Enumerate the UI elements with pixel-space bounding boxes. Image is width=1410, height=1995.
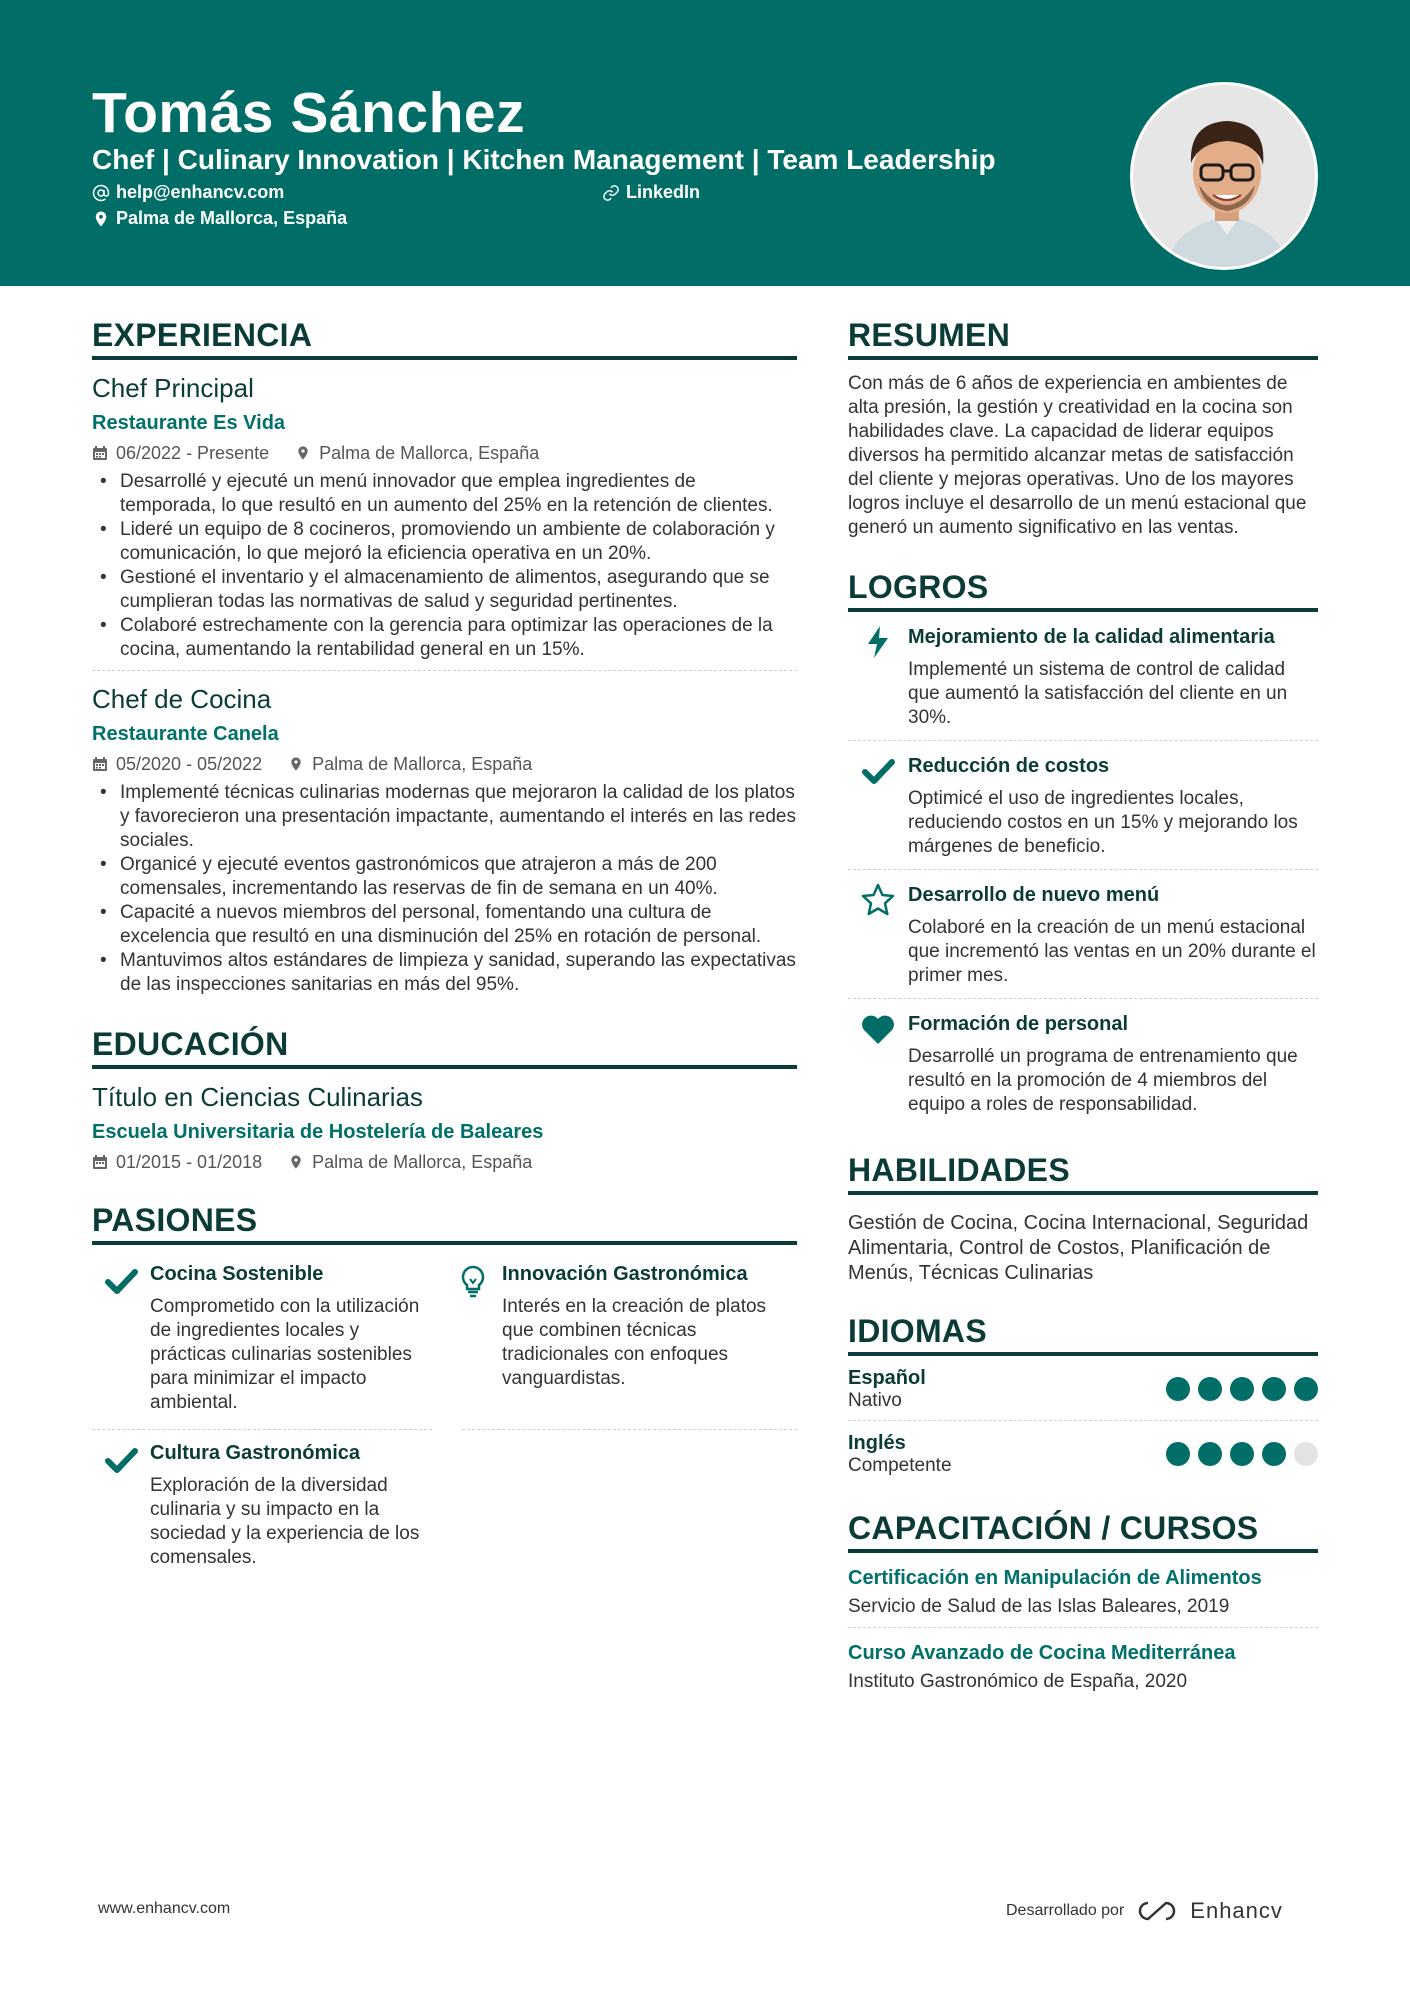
course-provider: Instituto Gastronómico de España, 2020 — [848, 1671, 1188, 1692]
rating-dot — [1294, 1442, 1318, 1466]
bullet-item: • Lideré un equipo de 8 cocineros, promoviendo un ambiente de colaboración y comunicación, lo que mejoró la eficiencia operativa en un 20%. — [92, 518, 797, 566]
map-pin-icon — [288, 756, 304, 772]
rating-dot — [1262, 1442, 1286, 1466]
language-name: Español — [848, 1367, 926, 1389]
achievement-title: Desarrollo de nuevo menú — [908, 884, 1160, 906]
powered-by-text: Desarrollado por — [1006, 1902, 1125, 1919]
job-company: Restaurante Canela — [92, 723, 279, 745]
language-name: Inglés — [848, 1432, 906, 1454]
course-title: Curso Avanzado de Cocina Mediterránea — [848, 1642, 1236, 1664]
achievement-item — [848, 741, 1318, 870]
language-item — [848, 1421, 1318, 1485]
language-rating — [1166, 1442, 1318, 1466]
achievement-desc: Implementé un sistema de control de calidad que aumentó la satisfacción del cliente en un 30%. — [908, 659, 1288, 728]
job-dates: 05/2020 - 05/2022 — [116, 754, 263, 774]
passions-title: PASIONES — [92, 1201, 797, 1245]
rating-dot — [1230, 1442, 1254, 1466]
passion-item — [92, 1251, 444, 1429]
languages-title: IDIOMAS — [848, 1312, 1318, 1356]
lightning-icon — [860, 624, 896, 660]
location-text: Palma de Mallorca, España — [116, 208, 348, 228]
achievement-title: Mejoramiento de la calidad alimentaria — [908, 626, 1275, 648]
achievement-desc: Colaboré en la creación de un menú estacional que incrementó las ventas en un 20% durante el primer mes. — [908, 917, 1316, 986]
skills-section — [848, 1151, 1318, 1286]
passion-title: Cultura Gastronómica — [150, 1442, 361, 1464]
at-icon — [92, 184, 110, 202]
job-entry — [92, 372, 797, 671]
check-icon — [860, 753, 896, 789]
link-icon — [602, 184, 620, 202]
course-item — [848, 1628, 1318, 1702]
education-section — [92, 1025, 797, 1173]
candidate-name: Tomás Sánchez — [92, 81, 526, 145]
bullet-item: • Gestioné el inventario y el almacenamiento de alimentos, asegurando que se cumplieran todas las normativas de salud y seguridad pertinentes. — [92, 566, 797, 614]
bullet-item: • Implementé técnicas culinarias modernas que mejoraron la calidad de los platos y favorecieron una presentación impactante, aumentando el interés en las redes sociales. — [92, 781, 797, 853]
profile-photo — [1130, 82, 1318, 270]
degree: Título en Ciencias Culinarias — [92, 1082, 423, 1112]
education-title: EDUCACIÓN — [92, 1025, 797, 1069]
brand-name: Enhancv — [1190, 1898, 1283, 1923]
rating-dot — [1198, 1442, 1222, 1466]
rating-dot — [1294, 1377, 1318, 1401]
job-bullets — [92, 781, 797, 997]
job-bullets — [92, 470, 797, 662]
skills-text: Gestión de Cocina, Cocina Internacional, Seguridad Alimentaria, Control de Costos, Planificación de Menús, Técnicas Culinarias — [848, 1212, 1309, 1284]
course-item — [848, 1553, 1318, 1628]
experience-section — [92, 316, 797, 997]
passion-desc: Exploración de la diversidad culinaria y su impacto en la sociedad y la experiencia de los comensales. — [150, 1475, 420, 1568]
calendar-icon — [92, 445, 108, 461]
location-contact — [92, 208, 347, 229]
calendar-icon — [92, 756, 108, 772]
passion-title: Innovación Gastronómica — [502, 1263, 748, 1285]
rating-dot — [1166, 1377, 1190, 1401]
avatar-illustration — [1133, 85, 1318, 270]
bullet-item: • Capacité a nuevos miembros del personal, fomentando una cultura de excelencia que resultó en una disminución del 25% en rotación de personal. — [92, 901, 797, 949]
bullet-item: • Desarrollé y ejecuté un menú innovador que emplea ingredientes de temporada, lo que resultó en un aumento del 25% en la retención de clientes. — [92, 470, 797, 518]
summary-text: Con más de 6 años de experiencia en ambientes de alta presión, la gestión y creatividad en la cocina son habilidades clave. La capacidad de liderar equipos diversos ha permitido alcanzar metas de satisfacción del cliente y mejoras operativas. Uno de los mayores logros incluye el desarrollo de un menú estacional que generó un aumento significativo en las ventas. — [848, 373, 1307, 538]
check-icon — [103, 1442, 139, 1478]
language-level: Nativo — [848, 1390, 902, 1411]
passion-item — [92, 1430, 444, 1584]
job-location: Palma de Mallorca, España — [319, 443, 540, 463]
bullet-item: • Organicé y ejecuté eventos gastronómicos que atrajeron a más de 200 comensales, incrementando las reservas de fin de semana en un 40%. — [92, 853, 797, 901]
achievement-desc: Optimicé el uso de ingredientes locales, reduciendo costos en un 15% y mejorando los márgenes de beneficio. — [908, 788, 1298, 857]
map-pin-icon — [288, 1154, 304, 1170]
lightbulb-icon — [455, 1263, 491, 1299]
heart-icon — [860, 1011, 896, 1047]
linkedin-text: LinkedIn — [626, 182, 701, 202]
footer-branding[interactable] — [1006, 1898, 1283, 1924]
passion-title: Cocina Sostenible — [150, 1263, 324, 1285]
education-dates: 01/2015 - 01/2018 — [116, 1152, 263, 1172]
star-icon — [860, 882, 896, 918]
job-location: Palma de Mallorca, España — [312, 754, 533, 774]
courses-title: CAPACITACIÓN / CURSOS — [848, 1509, 1318, 1553]
achievements-section — [848, 568, 1318, 1127]
enhancv-logo-icon — [1134, 1899, 1180, 1923]
language-item — [848, 1356, 1318, 1421]
passion-desc: Interés en la creación de platos que combinen técnicas tradicionales con enfoques vanguardistas. — [502, 1296, 767, 1389]
achievements-title: LOGROS — [848, 568, 1318, 612]
calendar-icon — [92, 1154, 108, 1170]
job-role: Chef Principal — [92, 373, 254, 403]
education-location: Palma de Mallorca, España — [312, 1152, 533, 1172]
language-rating — [1166, 1377, 1318, 1401]
school: Escuela Universitaria de Hostelería de Baleares — [92, 1121, 544, 1143]
rating-dot — [1262, 1377, 1286, 1401]
bullet-item: • Mantuvimos altos estándares de limpieza y sanidad, superando las expectativas de las inspecciones sanitarias en más del 95%. — [92, 949, 797, 997]
bullet-item: • Colaboré estrechamente con la gerencia para optimizar las operaciones de la cocina, aumentando la rentabilidad general en un 15%. — [92, 614, 797, 662]
achievement-title: Reducción de costos — [908, 755, 1110, 777]
linkedin-link[interactable] — [602, 182, 700, 203]
job-role: Chef de Cocina — [92, 684, 272, 714]
achievement-item — [848, 612, 1318, 741]
course-title: Certificación en Manipulación de Alimentos — [848, 1567, 1262, 1589]
achievement-item — [848, 870, 1318, 999]
summary-section — [848, 316, 1318, 540]
job-dates: 06/2022 - Presente — [116, 443, 270, 463]
achievement-desc: Desarrollé un programa de entrenamiento que resultó en la promoción de 4 miembros del equipo a roles de responsabilidad. — [908, 1046, 1298, 1115]
rating-dot — [1198, 1377, 1222, 1401]
language-level: Competente — [848, 1455, 952, 1476]
passion-item — [444, 1251, 796, 1429]
rating-dot — [1166, 1442, 1190, 1466]
courses-section — [848, 1509, 1318, 1702]
course-provider: Servicio de Salud de las Islas Baleares, 2019 — [848, 1596, 1230, 1617]
achievement-title: Formación de personal — [908, 1013, 1129, 1035]
rating-dot — [1230, 1377, 1254, 1401]
experience-title: EXPERIENCIA — [92, 316, 797, 360]
divider — [462, 1429, 797, 1430]
map-pin-icon — [295, 445, 311, 461]
skills-title: HABILIDADES — [848, 1151, 1318, 1195]
job-company: Restaurante Es Vida — [92, 412, 286, 434]
languages-section — [848, 1312, 1318, 1485]
passion-desc: Comprometido con la utilización de ingredientes locales y prácticas culinarias sostenibles para minimizar el impacto ambiental. — [150, 1296, 420, 1413]
email-text: help@enhancv.com — [116, 182, 285, 202]
passions-section — [92, 1201, 797, 1584]
check-icon — [103, 1263, 139, 1299]
headline: Chef | Culinary Innovation | Kitchen Management | Team Leadership — [92, 144, 996, 175]
map-pin-icon — [92, 210, 110, 228]
email-contact[interactable] — [92, 182, 284, 203]
job-entry — [92, 683, 797, 997]
resume-header — [0, 0, 1410, 286]
footer-website[interactable]: www.enhancv.com — [98, 1900, 231, 1917]
achievement-item — [848, 999, 1318, 1127]
divider — [92, 670, 797, 671]
summary-title: RESUMEN — [848, 316, 1318, 360]
